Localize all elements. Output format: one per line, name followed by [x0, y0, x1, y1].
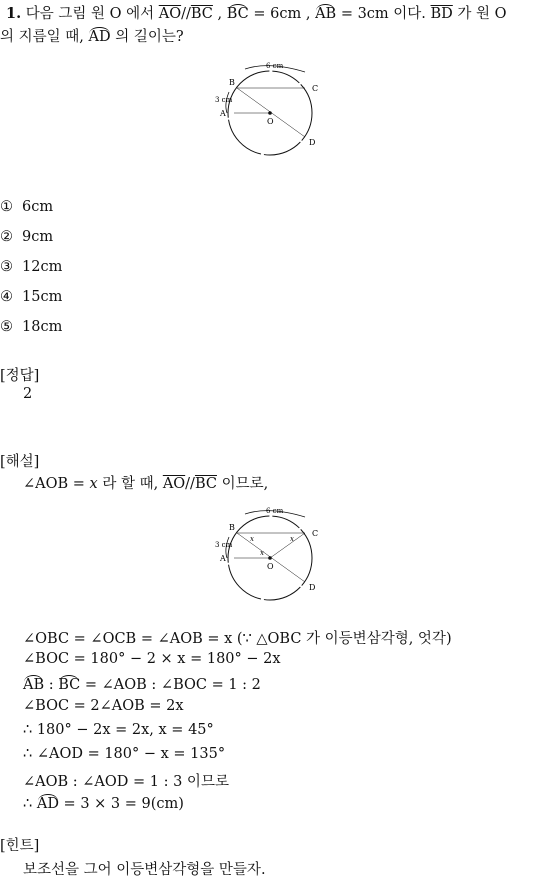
question-line-2	[0, 25, 184, 46]
result: = 3 × 3 = 9(cm)	[58, 796, 184, 812]
segment-bc: $\overline{BC}$	[190, 6, 213, 22]
angle-x-c: x	[290, 535, 294, 543]
question-text: ,	[217, 6, 223, 22]
arc-ab: AB	[23, 674, 44, 693]
explanation-line-5: ∴ 180° − 2x = 2x, x = 45°	[23, 722, 214, 738]
ratio-sep: :	[44, 677, 59, 693]
question-text: 의 길이는?	[115, 29, 184, 45]
choice-mark: ②	[0, 229, 13, 245]
segment-ao: $\overline{AO}$	[158, 6, 182, 22]
choice-text: 15cm	[22, 289, 63, 305]
choice-mark: ①	[0, 199, 13, 215]
center-point	[268, 556, 272, 560]
explanation-line-7: ∠AOB : ∠AOD = 1 : 3 이므로	[23, 774, 229, 790]
choice-text: 9cm	[22, 229, 54, 245]
label-b: B	[229, 78, 235, 87]
choice-4[interactable]	[0, 289, 62, 305]
label-6cm: 6 cm	[266, 507, 284, 515]
ratio-rest: = ∠AOB : ∠BOC = 1 : 2	[80, 677, 261, 693]
choice-text: 12cm	[22, 259, 63, 275]
label-d: D	[309, 583, 316, 592]
choice-mark: ⑤	[0, 319, 13, 335]
intro-text: 라 할 때,	[97, 476, 159, 492]
choice-mark: ④	[0, 289, 13, 305]
hint-text: 보조선을 그어 이등변삼각형을 만들자.	[23, 862, 266, 878]
segment-bc: $\overline{BC}$	[194, 476, 217, 492]
explanation-intro	[23, 472, 268, 493]
choice-mark: ③	[0, 259, 13, 275]
choice-2[interactable]	[0, 229, 53, 245]
label-c: C	[312, 529, 319, 538]
choice-text: 6cm	[22, 199, 54, 215]
label-b: B	[229, 523, 235, 532]
question-text: 다음 그림 원 O 에서	[25, 6, 155, 22]
question-text: = 3cm 이다.	[340, 6, 426, 22]
label-c: C	[312, 84, 319, 93]
question-text: 가 원 O	[457, 6, 507, 22]
answer-value: 2	[23, 386, 33, 402]
label-a: A	[220, 109, 226, 118]
explanation-heading: [해설]	[0, 454, 40, 470]
therefore: ∴	[23, 796, 37, 812]
question-text: 의 지름일 때,	[0, 29, 84, 45]
label-a: A	[220, 554, 226, 563]
choice-5[interactable]	[0, 319, 62, 335]
arc-bc: BC	[227, 3, 249, 22]
parallel-sign: //	[185, 476, 195, 492]
angle-x-b: x	[250, 535, 254, 543]
circle-figure-solution	[205, 503, 331, 603]
arc-ab: AB	[315, 3, 336, 22]
label-3cm: 3 cm	[215, 96, 233, 104]
arc-bc: BC	[58, 674, 80, 693]
explanation-line-8	[23, 793, 184, 812]
parallel-sign: //	[181, 6, 191, 22]
explanation-line-6: ∴ ∠AOD = 180° − x = 135°	[23, 746, 226, 762]
question-text: = 6cm ,	[253, 6, 311, 22]
question-line-1	[6, 2, 507, 23]
label-o: O	[267, 562, 274, 571]
center-point	[268, 111, 272, 115]
label-o: O	[267, 117, 274, 126]
question-number: 1.	[6, 5, 22, 22]
explanation-line-4: ∠BOC = 2∠AOB = 2x	[23, 698, 184, 714]
var-x: x	[89, 476, 98, 492]
label-d: D	[309, 138, 316, 147]
segment-bd: $\overline{BD}$	[430, 6, 453, 22]
hint-heading: [힌트]	[0, 838, 40, 854]
choice-1[interactable]	[0, 199, 53, 215]
label-3cm: 3 cm	[215, 541, 233, 549]
answer-heading: [정답]	[0, 368, 40, 384]
label-6cm: 6 cm	[266, 62, 284, 70]
circle-figure	[205, 58, 331, 158]
explanation-line-1: ∠OBC = ∠OCB = ∠AOB = x (∵ △OBC 가 이등변삼각형, 엇각)	[23, 631, 452, 647]
explanation-line-2: ∠BOC = 180° − 2 × x = 180° − 2x	[23, 651, 281, 667]
arc-ad: AD	[88, 26, 110, 45]
choice-text: 18cm	[22, 319, 63, 335]
choice-3[interactable]	[0, 259, 62, 275]
intro-text: ∠AOB =	[23, 476, 90, 492]
segment-ao: $\overline{AO}$	[162, 476, 186, 492]
arc-ad: AD	[37, 793, 59, 812]
explanation-line-3	[23, 674, 261, 693]
intro-text: 이므로,	[216, 476, 269, 492]
angle-x-o: x	[260, 549, 264, 557]
radius-oc	[270, 533, 305, 558]
